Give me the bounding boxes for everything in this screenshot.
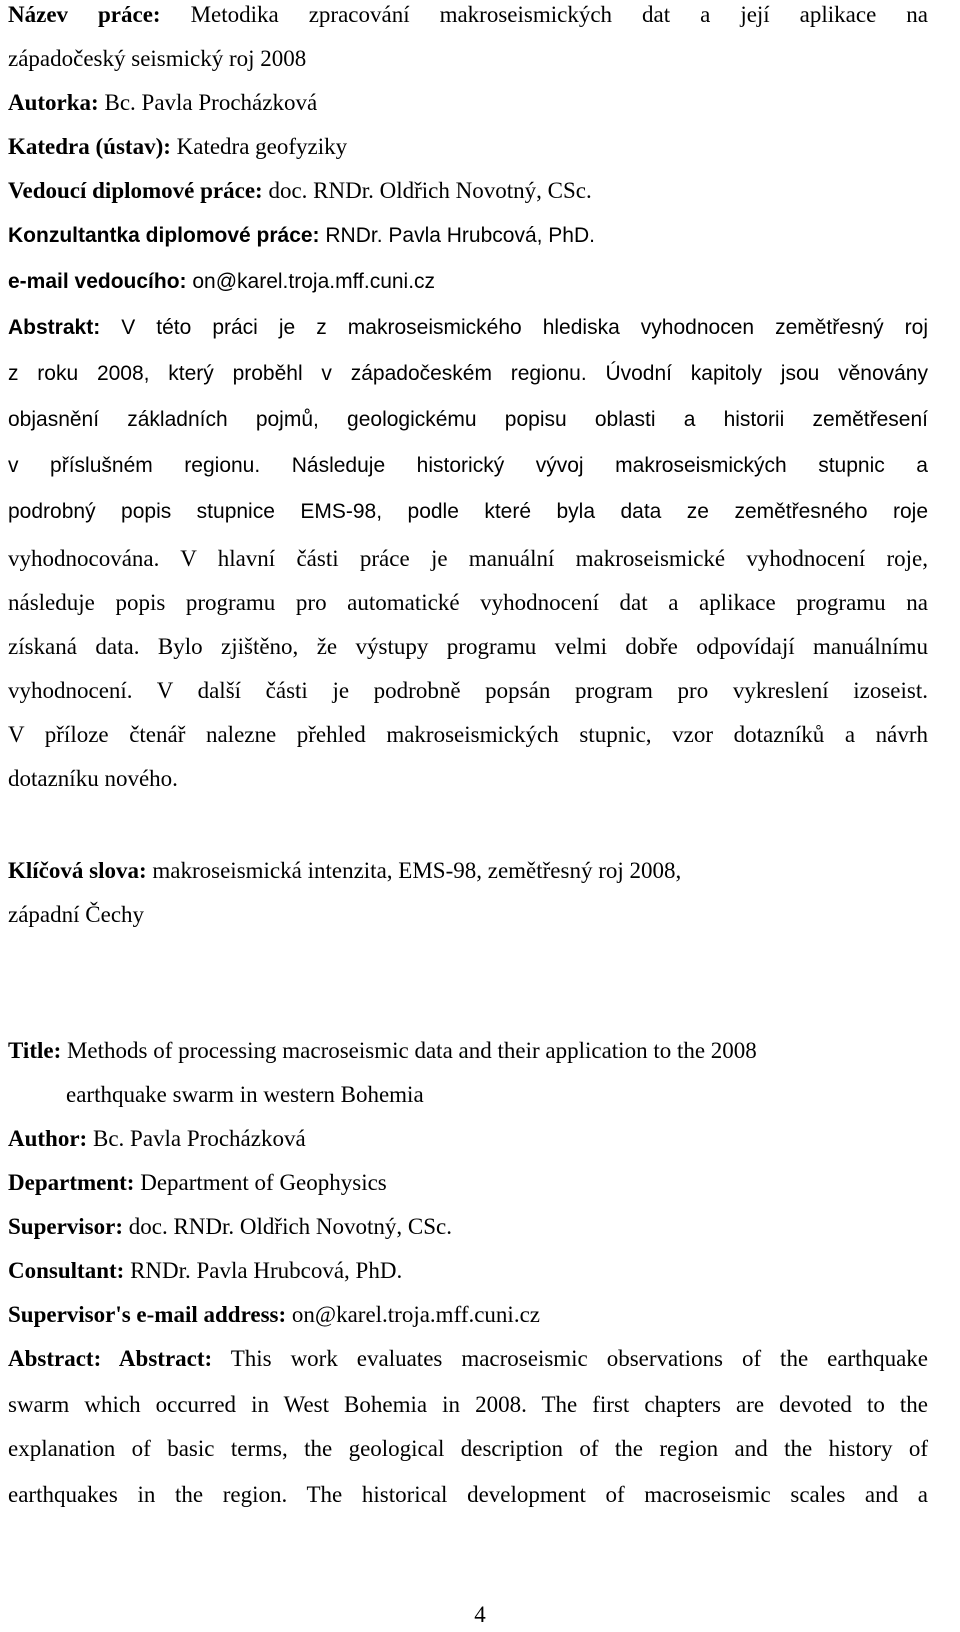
cz-keywords-label: Klíčová slova: — [8, 858, 147, 883]
cz-abstract-line-2: z roku 2008, který proběhl v západočeském regionu. Úvodní kapitoly jsou věnovány — [8, 362, 928, 385]
en-supervisor-line — [8, 1214, 452, 1240]
en-email-value: on@karel.troja.mff.cuni.cz — [286, 1302, 540, 1327]
cz-title-line-1 — [8, 2, 928, 28]
page-number: 4 — [474, 1602, 486, 1627]
cz-keywords-line-2: západní Čechy — [8, 902, 145, 927]
cz-abstract-line-5: podrobný popis stupnice EMS-98, podle které byla data ze zemětřesného roje — [8, 500, 928, 523]
cz-email-value: on@karel.troja.mff.cuni.cz — [186, 270, 436, 293]
en-title-line-1 — [8, 1038, 757, 1064]
cz-supervisor-value: doc. RNDr. Oldřich Novotný, CSc. — [262, 178, 592, 203]
cz-title-value-1: Metodika zpracování makroseismických dat a její aplikace na — [160, 2, 928, 27]
en-title-line-2: earthquake swarm in western Bohemia — [66, 1082, 424, 1107]
en-abstract-label: Abstract: Abstract: — [8, 1346, 213, 1371]
cz-department-line — [8, 134, 347, 160]
cz-supervisor-label: Vedoucí diplomové práce: — [8, 178, 263, 203]
en-author-line — [8, 1126, 306, 1152]
cz-abstract-line-6: vyhodnocována. V hlavní části práce je manuální makroseismické vyhodnocení roje, — [8, 546, 928, 571]
cz-supervisor-line — [8, 178, 592, 204]
en-consultant-line — [8, 1258, 402, 1284]
en-title-label: Title: — [8, 1038, 62, 1063]
en-supervisor-value: doc. RNDr. Oldřich Novotný, CSc. — [123, 1214, 453, 1239]
en-email-line — [8, 1302, 540, 1328]
en-department-line — [8, 1170, 387, 1196]
cz-email-label: e-mail vedoucího: — [8, 270, 187, 293]
en-abstract-line-3: explanation of basic terms, the geological description of the region and the history of — [8, 1436, 928, 1461]
cz-author-value: Bc. Pavla Procházková — [98, 90, 318, 115]
cz-abstract-line-9: vyhodnocení. V další části je podrobně popsán program pro vykreslení izoseist. — [8, 678, 928, 703]
cz-consultant-line — [8, 224, 595, 248]
en-abstract-line-1: Abstract: Abstract: This work evaluates macroseismic observations of the earthquake — [8, 1346, 928, 1371]
cz-abstract-line-8: získaná data. Bylo zjištěno, že výstupy programu velmi dobře odpovídají manuálnímu — [8, 634, 928, 659]
en-department-value: Department of Geophysics — [134, 1170, 387, 1195]
cz-consultant-value: RNDr. Pavla Hrubcová, PhD. — [319, 224, 595, 247]
en-author-value: Bc. Pavla Procházková — [87, 1126, 306, 1151]
cz-department-value: Katedra geofyziky — [170, 134, 348, 159]
cz-keywords-value-1: makroseismická intenzita, EMS-98, zemětřesný roj 2008, — [146, 858, 682, 883]
en-department-label: Department: — [8, 1170, 135, 1195]
en-supervisor-label: Supervisor: — [8, 1214, 123, 1239]
cz-abstract-label: Abstrakt: — [8, 316, 101, 339]
cz-department-label: Katedra (ústav): — [8, 134, 171, 159]
cz-abstract-line-3: objasnění základních pojmů, geologickému popisu oblasti a historii zemětřesení — [8, 408, 928, 431]
cz-title-line-2: západočeský seismický roj 2008 — [8, 46, 307, 71]
en-abstract-line-2: swarm which occurred in West Bohemia in 2008. The first chapters are devoted to the — [8, 1392, 928, 1417]
en-author-label: Author: — [8, 1126, 88, 1151]
cz-email-line — [8, 270, 435, 294]
cz-author-line — [8, 90, 317, 116]
cz-title-label: Název práce: — [8, 2, 161, 27]
cz-abstract-line-10: V příloze čtenář nalezne přehled makroseismických stupnic, vzor dotazníků a návrh — [8, 722, 928, 747]
en-email-label: Supervisor's e-mail address: — [8, 1302, 287, 1327]
cz-abstract-line-4: v příslušném regionu. Následuje historický vývoj makroseismických stupnic a — [8, 454, 928, 477]
cz-abstract-line-7: následuje popis programu pro automatické vyhodnocení dat a aplikace programu na — [8, 590, 928, 615]
cz-abstract-line-11: dotazníku nového. — [8, 766, 178, 791]
en-abstract-line-4: earthquakes in the region. The historical development of macroseismic scales and a — [8, 1482, 928, 1507]
cz-keywords-line-1 — [8, 858, 681, 884]
en-consultant-value: RNDr. Pavla Hrubcová, PhD. — [124, 1258, 403, 1283]
cz-consultant-label: Konzultantka diplomové práce: — [8, 224, 320, 247]
cz-abstract-line-1: Abstrakt: V této práci je z makroseismického hlediska vyhodnocen zemětřesný roj — [8, 316, 928, 339]
en-title-value-1: Methods of processing macroseismic data and their application to the 2008 — [61, 1038, 757, 1063]
en-consultant-label: Consultant: — [8, 1258, 125, 1283]
cz-author-label: Autorka: — [8, 90, 99, 115]
